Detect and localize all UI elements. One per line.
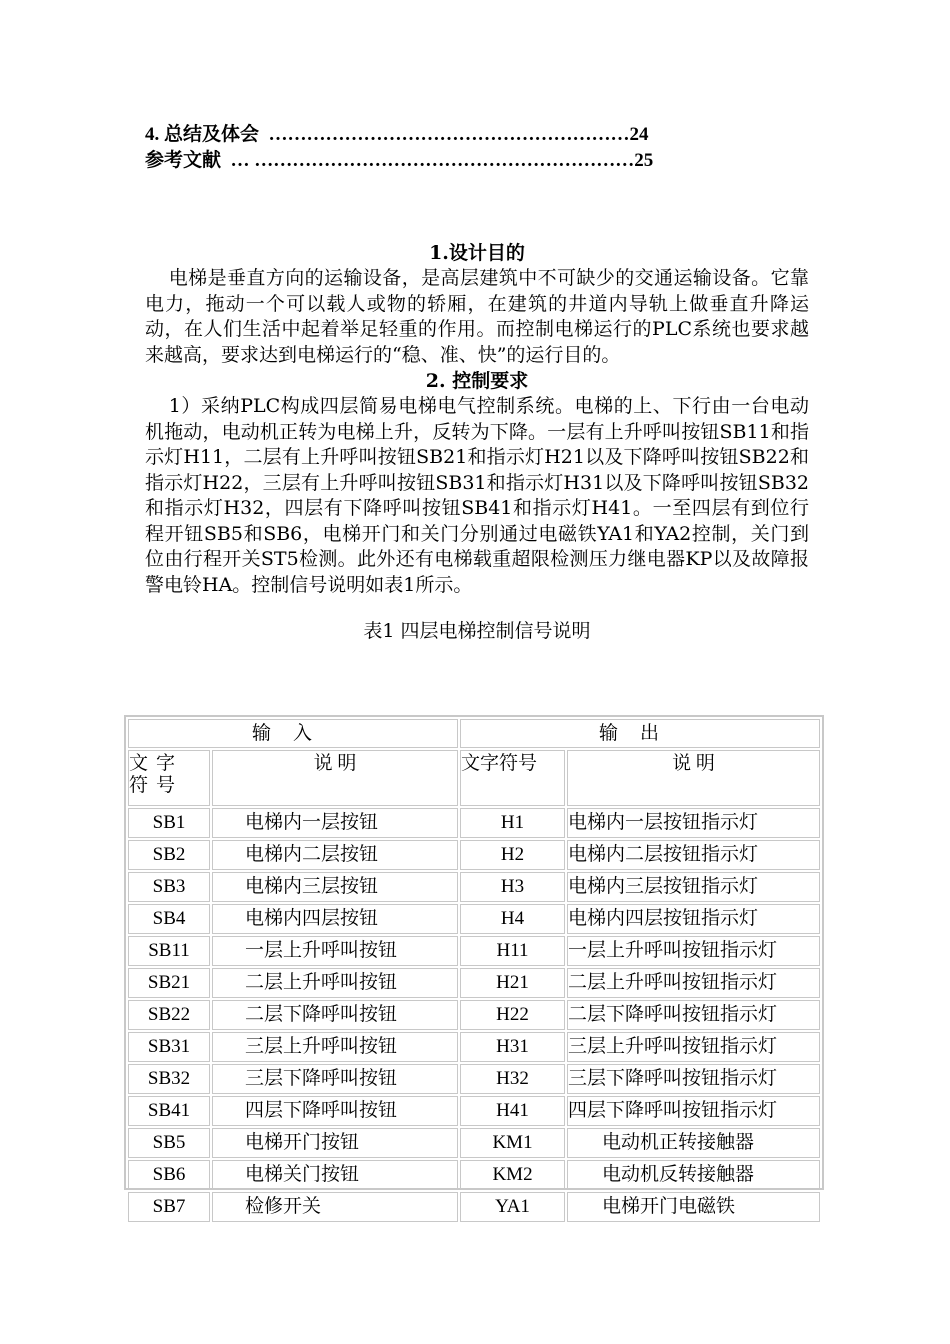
input-description-cell: 三层下降呼叫按钮 [212,1064,458,1094]
table-row [128,1128,820,1158]
output-symbol-cell: H21 [460,968,565,998]
input-symbol-cell: SB2 [128,840,210,870]
output-description-cell: 电动机反转接触器 [567,1160,820,1190]
output-symbol-cell: KM2 [460,1160,565,1190]
output-description-cell: 三层上升呼叫按钮指示灯 [567,1032,820,1062]
table-column-header-row [128,750,820,806]
column-header-desc-out: 说 明 [567,750,820,806]
input-symbol-cell: SB31 [128,1032,210,1062]
table-row [128,1096,820,1126]
toc-leader: … …………………………………………………… [225,150,635,171]
table-row [128,1160,820,1190]
input-description-cell: 电梯开门按钮 [212,1128,458,1158]
table-row [128,1000,820,1030]
toc-entry[interactable] [145,148,735,174]
output-symbol-cell: YA1 [460,1192,565,1222]
output-header: 输出 [460,719,820,748]
section-paragraph: 电梯是垂直方向的运输设备，是高层建筑中不可缺少的交通运输设备。它靠电力，拖动一个可以载人或物的轿厢，在建筑的井道内导轨上做垂直升降运动，在人们生活中起着举足轻重的作用。而控制电梯运行的PLC系统也要求越来越高，要求达到电梯运行的“稳、准、快”的运行目的。 [145,267,809,366]
input-symbol-cell: SB21 [128,968,210,998]
column-header-symbol-in: 文字符号 [129,753,184,796]
input-symbol-cell: SB11 [128,936,210,966]
column-header-desc-in: 说 明 [212,750,458,806]
toc-entry[interactable] [145,122,735,148]
input-description-cell: 四层下降呼叫按钮 [212,1096,458,1126]
input-symbol-cell: SB6 [128,1160,210,1190]
table-row [128,936,820,966]
table-section-header-row [128,719,820,748]
input-symbol-cell: SB1 [128,808,210,838]
table-row [128,968,820,998]
table-row [128,808,820,838]
input-description-cell: 电梯内三层按钮 [212,872,458,902]
output-symbol-cell: H2 [460,840,565,870]
table-row [128,872,820,902]
signal-table [124,715,824,1217]
table-caption: 表1 四层电梯控制信号说明 [363,620,591,642]
output-description-cell: 电梯内二层按钮指示灯 [567,840,820,870]
input-description-cell: 一层上升呼叫按钮 [212,936,458,966]
input-description-cell: 电梯关门按钮 [212,1160,458,1190]
input-description-cell: 电梯内一层按钮 [212,808,458,838]
toc-leader: ………………………………………………… [263,124,630,145]
table-of-contents [145,122,735,174]
input-header: 输入 [128,719,458,748]
input-symbol-cell: SB22 [128,1000,210,1030]
input-symbol-cell: SB7 [128,1192,210,1222]
output-description-cell: 电梯开门电磁铁 [567,1192,820,1222]
section-paragraph: 1）采纳PLC构成四层简易电梯电气控制系统。电梯的上、下行由一台电动机拖动，电动机正转为电梯上升，反转为下降。一层有上升呼叫按钮SB11和指示灯H11，二层有上升呼叫按钮SB21和指示灯H21以及下降呼叫按钮SB22和指示灯H22，三层有上升呼叫按钮SB31和指示灯H31以及下降呼叫按钮SB32和指示灯H32，四层有下降呼叫按钮SB41和指示灯H41。一至四层有到位行程开钮SB5和SB6，电梯开门和关门分别通过电磁铁YA1和YA2控制，关门到位由行程开关ST5检测。此外还有电梯载重超限检测压力继电器KP以及故障报警电铃HA。控制信号说明如表1所示。 [145,395,809,596]
output-symbol-cell: H41 [460,1096,565,1126]
toc-entry-label: 4. 总结及体会 [145,124,260,145]
output-description-cell: 四层下降呼叫按钮指示灯 [567,1096,820,1126]
table-row [128,1032,820,1062]
input-symbol-cell: SB5 [128,1128,210,1158]
input-description-cell: 电梯内四层按钮 [212,904,458,934]
output-description-cell: 电梯内三层按钮指示灯 [567,872,820,902]
output-description-cell: 电梯内一层按钮指示灯 [567,808,820,838]
output-symbol-cell: H11 [460,936,565,966]
input-description-cell: 二层上升呼叫按钮 [212,968,458,998]
output-description-cell: 电梯内四层按钮指示灯 [567,904,820,934]
output-symbol-cell: H4 [460,904,565,934]
output-description-cell: 二层下降呼叫按钮指示灯 [567,1000,820,1030]
table-row [128,1192,820,1222]
input-description-cell: 检修开关 [212,1192,458,1222]
table-row [128,840,820,870]
input-description-cell: 二层下降呼叫按钮 [212,1000,458,1030]
input-symbol-cell: SB41 [128,1096,210,1126]
output-description-cell: 三层下降呼叫按钮指示灯 [567,1064,820,1094]
output-symbol-cell: H32 [460,1064,565,1094]
output-symbol-cell: H1 [460,808,565,838]
table-row [128,1064,820,1094]
output-symbol-cell: H3 [460,872,565,902]
output-symbol-cell: H31 [460,1032,565,1062]
input-symbol-cell: SB3 [128,872,210,902]
toc-entry-page: 25 [634,150,654,171]
output-description-cell: 二层上升呼叫按钮指示灯 [567,968,820,998]
output-description-cell: 一层上升呼叫按钮指示灯 [567,936,820,966]
column-header-symbol-out: 文字符号 [460,750,565,806]
section-heading: 1.设计目的 [429,242,525,264]
output-description-cell: 电动机正转接触器 [567,1128,820,1158]
input-symbol-cell: SB32 [128,1064,210,1094]
output-symbol-cell: KM1 [460,1128,565,1158]
toc-entry-label: 参考文献 [145,150,222,171]
table-row [128,904,820,934]
section-heading: 2. 控制要求 [425,370,529,392]
output-symbol-cell: H22 [460,1000,565,1030]
input-description-cell: 电梯内二层按钮 [212,840,458,870]
input-description-cell: 三层上升呼叫按钮 [212,1032,458,1062]
document-body [145,240,809,644]
toc-entry-page: 24 [629,124,649,145]
input-symbol-cell: SB4 [128,904,210,934]
